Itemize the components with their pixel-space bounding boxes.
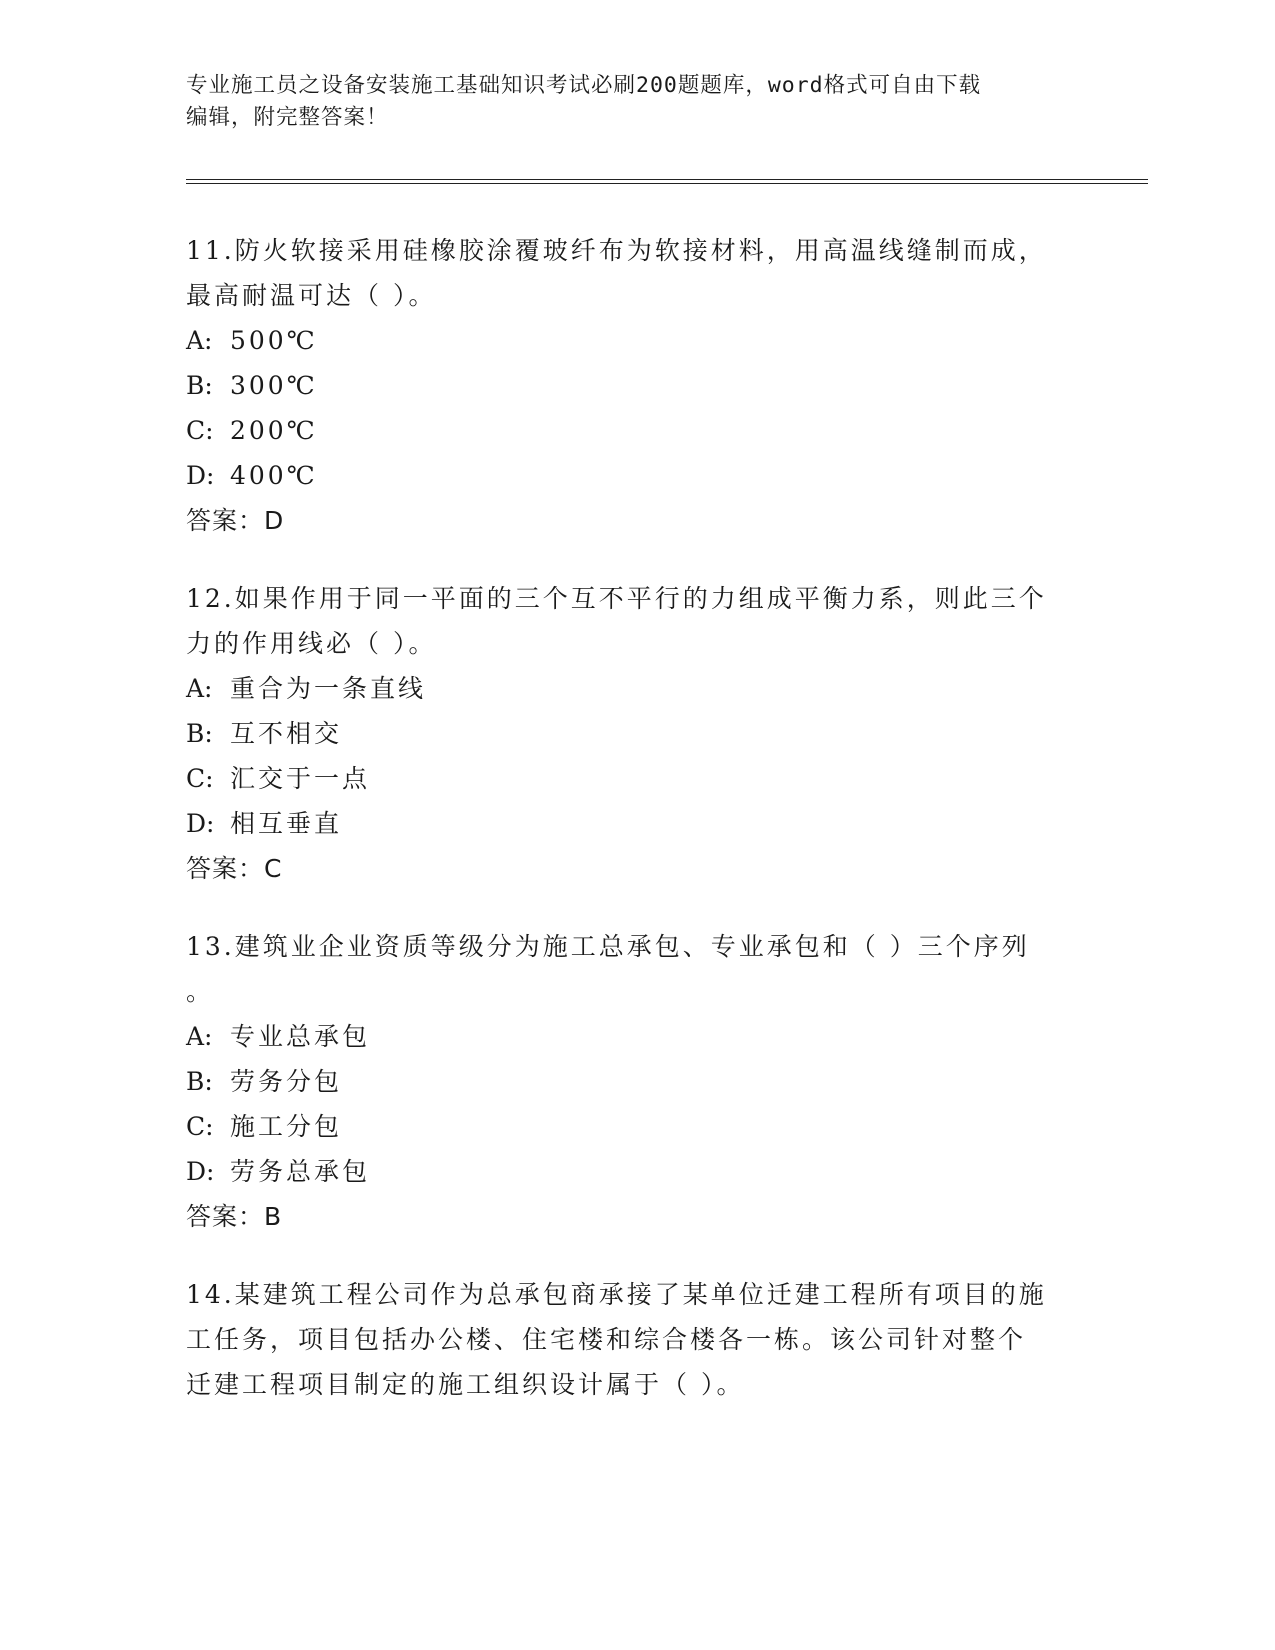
option-b [186, 1059, 1066, 1104]
option-key: C: [186, 764, 214, 793]
option-key: C: [186, 416, 214, 445]
option-text: 500℃ [230, 326, 318, 355]
header-divider-top [186, 179, 1148, 180]
question-stem-line: 11.防火软接采用硅橡胶涂覆玻纤布为软接材料，用高温线缝制而成， [186, 236, 1047, 265]
option-text: 汇交于一点 [230, 764, 371, 793]
option-a [186, 666, 1066, 711]
option-text: 400℃ [230, 461, 318, 490]
option-key: B: [186, 371, 213, 400]
question-stem-line: 工任务，项目包括办公楼、住宅楼和综合楼各一栋。该公司针对整个 [186, 1325, 1027, 1354]
question-stem-line: 12.如果作用于同一平面的三个互不平行的力组成平衡力系，则此三个 [186, 584, 1047, 613]
question-11 [186, 228, 1066, 543]
option-key: A: [186, 326, 213, 355]
option-b [186, 363, 1066, 408]
question-stem-line: 。 [186, 977, 215, 1006]
option-text: 施工分包 [230, 1112, 343, 1141]
option-key: B: [186, 719, 213, 748]
option-text: 相互垂直 [230, 809, 343, 838]
option-text: 300℃ [230, 371, 318, 400]
option-c [186, 1104, 1066, 1149]
option-a [186, 318, 1066, 363]
option-key: C: [186, 1112, 214, 1141]
option-text: 重合为一条直线 [230, 674, 427, 703]
option-text: 劳务分包 [230, 1067, 343, 1096]
question-14 [186, 1272, 1066, 1407]
question-stem-line: 迁建工程项目制定的施工组织设计属于（ ）。 [186, 1370, 745, 1399]
answer-line: 答案：B [186, 1202, 283, 1231]
header-title-line-2: 编辑，附完整答案！ [186, 105, 389, 130]
option-key: D: [186, 809, 215, 838]
header-title-line-1: 专业施工员之设备安装施工基础知识考试必刷200题题库，word格式可自由下载 [186, 73, 982, 98]
option-text: 劳务总承包 [230, 1157, 371, 1186]
question-stem-line: 13.建筑业企业资质等级分为施工总承包、专业承包和（ ）三个序列 [186, 932, 1030, 961]
question-stem-line: 14.某建筑工程公司作为总承包商承接了某单位迁建工程所有项目的施 [186, 1280, 1047, 1309]
option-key: D: [186, 461, 215, 490]
option-text: 200℃ [230, 416, 318, 445]
document-header [186, 70, 1086, 134]
option-d [186, 453, 1066, 498]
answer-line: 答案：C [186, 854, 283, 883]
option-text: 互不相交 [230, 719, 343, 748]
question-stem-line: 力的作用线必（ ）。 [186, 629, 437, 658]
option-a [186, 1014, 1066, 1059]
question-12 [186, 576, 1066, 891]
answer-line: 答案：D [186, 506, 285, 535]
option-key: A: [186, 1022, 213, 1051]
question-13 [186, 924, 1066, 1239]
option-b [186, 711, 1066, 756]
option-key: B: [186, 1067, 213, 1096]
option-d [186, 1149, 1066, 1194]
option-key: A: [186, 674, 213, 703]
option-text: 专业总承包 [230, 1022, 371, 1051]
option-key: D: [186, 1157, 215, 1186]
header-divider-bottom [186, 183, 1148, 184]
question-stem-line: 最高耐温可达（ ）。 [186, 281, 437, 310]
option-d [186, 801, 1066, 846]
option-c [186, 756, 1066, 801]
option-c [186, 408, 1066, 453]
